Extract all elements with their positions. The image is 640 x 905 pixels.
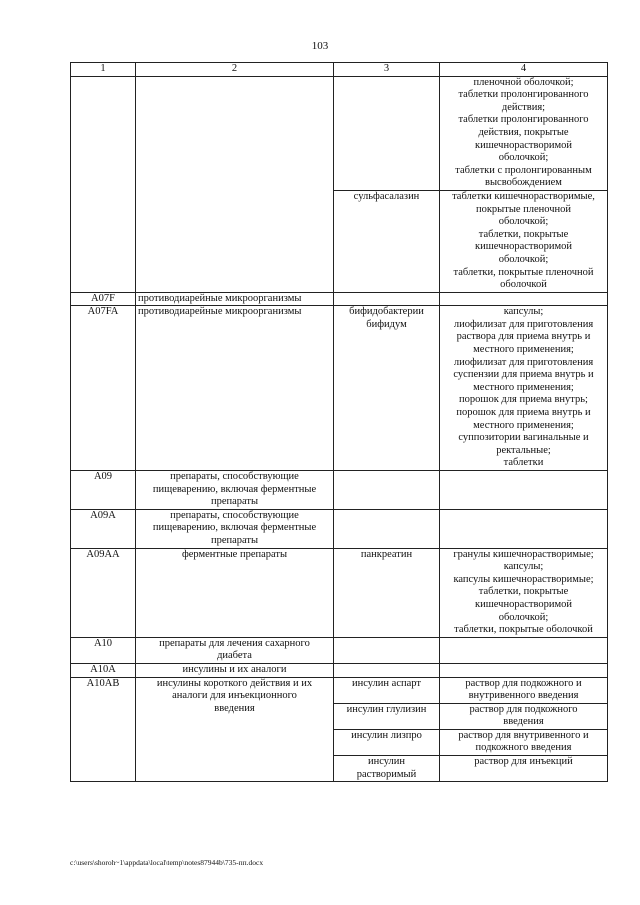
dosage-form-cell (440, 471, 608, 510)
cell-text-line: кишечнорастворимой (474, 241, 573, 253)
drug-name-cell (334, 729, 440, 755)
cell-text-line: аналоги для инъекционного (172, 690, 297, 702)
cell-text-line: растворимый (356, 768, 417, 780)
cell-text-line: капсулы; (503, 306, 544, 318)
drug-name-cell (334, 190, 440, 292)
cell-text-line: сульфасалазин (353, 190, 420, 202)
drug-name-cell (334, 306, 440, 471)
dosage-form-cell (440, 729, 608, 755)
atc-code-cell: A10A (71, 663, 136, 677)
cell-text-line: лиофилизат для приготовления (453, 356, 594, 368)
cell-text-line: подкожного введения (475, 742, 572, 754)
dosage-form-cell (440, 292, 608, 306)
cell-text-line: гранулы кишечнорастворимые; (453, 548, 594, 560)
cell-text-line: инсулины и их аналоги (182, 663, 287, 675)
cell-text-line: инсулин глулизин (346, 703, 427, 715)
drug-name-cell (334, 509, 440, 548)
table-row (71, 677, 608, 703)
cell-text-line: оболочкой; (498, 611, 549, 623)
cell-text-line: пищеварению, включая ферментные (152, 483, 317, 495)
drug-name-cell (334, 76, 440, 190)
cell-text-line: капсулы; (503, 561, 544, 573)
anatomical-group-cell (136, 306, 334, 471)
cell-text-line: капсулы кишечнорастворимые; (453, 573, 594, 585)
cell-text-line: порошок для приема внутрь; (459, 394, 588, 406)
cell-text-line: противодиарейные микроорганизмы (138, 292, 302, 304)
dosage-form-cell (440, 190, 608, 292)
cell-text-line: введения (503, 716, 544, 728)
table-row (71, 292, 608, 306)
atc-code-cell: A10 (71, 637, 136, 663)
column-header: 3 (334, 63, 440, 77)
drug-name-cell (334, 548, 440, 637)
drug-table (70, 62, 608, 782)
cell-text-line: кишечнорастворимой (474, 598, 573, 610)
anatomical-group-cell (136, 637, 334, 663)
anatomical-group-cell (136, 292, 334, 306)
dosage-form-cell (440, 703, 608, 729)
cell-text-line: действия; (501, 101, 546, 113)
cell-text-line: действия, покрытые (478, 126, 569, 138)
table-row (71, 306, 608, 471)
column-header: 4 (440, 63, 608, 77)
dosage-form-cell (440, 76, 608, 190)
cell-text-line: препараты (210, 534, 259, 546)
cell-text-line: местного применения; (473, 381, 574, 393)
cell-text-line: кишечнорастворимой (474, 139, 573, 151)
cell-text-line: суспензии для приема внутрь и (453, 369, 594, 381)
cell-text-line: таблетки, покрытые (478, 228, 569, 240)
cell-text-line: препараты, способствующие (170, 471, 299, 482)
anatomical-group-cell (136, 471, 334, 510)
cell-text-line: таблетки, покрытые пленочной (453, 266, 594, 278)
cell-text-line: инсулин (367, 756, 406, 768)
cell-text-line: инсулин лизпро (351, 729, 422, 741)
cell-text-line: раствор для подкожного и (465, 677, 582, 689)
cell-text-line: раствор для инъекций (474, 756, 573, 768)
atc-code-cell: A07FA (71, 306, 136, 471)
cell-text-line: таблетки (503, 457, 544, 469)
dosage-form-cell (440, 663, 608, 677)
dosage-form-cell (440, 509, 608, 548)
cell-text-line: диабета (217, 650, 252, 662)
cell-text-line: высвобождением (485, 177, 562, 189)
cell-text-line: пищеварению, включая ферментные (152, 522, 317, 534)
drug-name-cell (334, 471, 440, 510)
table-row (71, 663, 608, 677)
anatomical-group-cell (136, 548, 334, 637)
cell-text-line: инсулины короткого действия и их (156, 677, 313, 689)
cell-text-line: оболочкой; (498, 152, 549, 164)
table-row (71, 509, 608, 548)
anatomical-group-cell (136, 509, 334, 548)
cell-text-line: инсулин аспарт (352, 677, 421, 689)
cell-text-line: лиофилизат для приготовления (453, 318, 594, 330)
anatomical-group-cell (136, 663, 334, 677)
drug-name-cell (334, 637, 440, 663)
drug-name-cell (334, 756, 440, 782)
cell-text-line: суппозитории вагинальные и (458, 432, 589, 444)
table-body (71, 76, 608, 782)
dosage-form-cell (440, 306, 608, 471)
cell-text-line: ферментные препараты (181, 548, 288, 560)
cell-text-line: внутривенного введения (468, 690, 579, 702)
drug-name-cell (334, 677, 440, 703)
cell-text-line: покрытые пленочной (475, 203, 572, 215)
cell-text-line: таблетки кишечнорастворимые, (452, 190, 595, 202)
cell-text-line: раствор для внутривенного и (458, 729, 589, 741)
cell-text-line: раствор для подкожного (469, 703, 578, 715)
cell-text-line: оболочкой (500, 279, 547, 291)
cell-text-line: раствора для приема внутрь и (456, 331, 591, 343)
cell-text-line: таблетки с пролонгированным (455, 164, 592, 176)
cell-text-line: препараты для лечения сахарного (159, 637, 310, 649)
cell-text-line: пленочной оболочкой; (473, 76, 574, 88)
cell-text-line: местного применения; (473, 344, 574, 356)
cell-text-line: таблетки пролонгированного (458, 114, 589, 126)
column-header: 2 (136, 63, 334, 77)
column-header: 1 (71, 63, 136, 77)
dosage-form-cell (440, 677, 608, 703)
table-header-row (71, 63, 608, 77)
dosage-form-cell (440, 548, 608, 637)
table-row (71, 548, 608, 637)
drug-name-cell (334, 663, 440, 677)
dosage-form-cell (440, 756, 608, 782)
anatomical-group-cell (136, 677, 334, 782)
cell-text-line: противодиарейные микроорганизмы (138, 306, 302, 318)
cell-text-line: бифидум (366, 318, 407, 330)
table-row (71, 471, 608, 510)
page-number: 103 (311, 40, 329, 52)
cell-text-line: таблетки, покрытые (478, 586, 569, 598)
drug-name-cell (334, 292, 440, 306)
drug-name-cell (334, 703, 440, 729)
cell-text-line: оболочкой; (498, 216, 549, 228)
cell-text-line: порошок для приема внутрь и (456, 407, 591, 419)
atc-code-cell: A09AA (71, 548, 136, 637)
cell-text-line: оболочкой; (498, 253, 549, 265)
table-row (71, 637, 608, 663)
atc-code-cell: A10AB (71, 677, 136, 782)
cell-text-line: таблетки пролонгированного (458, 89, 589, 101)
table-row (71, 76, 608, 190)
cell-text-line: введения (214, 702, 255, 714)
atc-code-cell (71, 76, 136, 292)
atc-code-cell: A09A (71, 509, 136, 548)
cell-text-line: препараты (210, 496, 259, 508)
cell-text-line: местного применения; (473, 419, 574, 431)
cell-text-line: таблетки, покрытые оболочкой (454, 624, 593, 636)
cell-text-line: препараты, способствующие (170, 509, 299, 521)
cell-text-line: бифидобактерии (349, 306, 424, 318)
anatomical-group-cell (136, 76, 334, 292)
footer-file-path: c:\users\shoroh~1\appdata\local\temp\notes87944b\735-пп.docx (70, 858, 264, 867)
atc-code-cell: A07F (71, 292, 136, 306)
dosage-form-cell (440, 637, 608, 663)
cell-text-line: ректальные; (496, 444, 551, 456)
cell-text-line: панкреатин (360, 548, 413, 560)
atc-code-cell: A09 (71, 471, 136, 510)
